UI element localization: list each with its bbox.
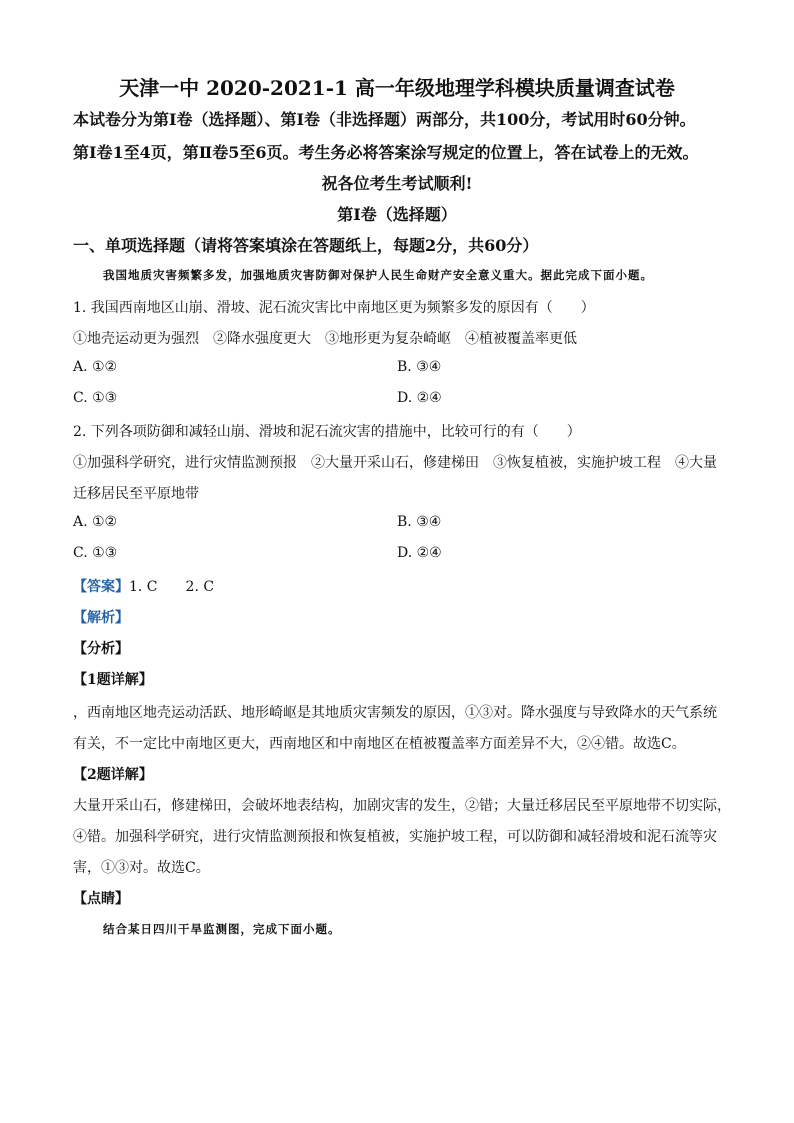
question-1-option-d[interactable]: D. ②④ xyxy=(397,390,442,406)
question-1-options-row-1 xyxy=(73,359,723,375)
detail-2-line-3: 害，①③对。故选C。 xyxy=(73,860,210,876)
question-2-options-row-2 xyxy=(73,545,723,561)
question-2-option-b[interactable]: B. ③④ xyxy=(397,514,442,530)
answer-2: 2. C xyxy=(185,579,215,595)
question-2-options-row-1 xyxy=(73,514,723,530)
good-luck-line: 祝各位考生考试顺利! xyxy=(321,174,473,193)
section-heading: 一、单项选择题（请将答案填涂在答题纸上，每题2分，共60分） xyxy=(73,236,539,255)
next-question-intro: 结合某日四川干旱监测图，完成下面小题。 xyxy=(103,922,341,936)
fenxi-tag: 【分析】 xyxy=(73,641,129,657)
detail-2-tag: 【2题详解】 xyxy=(73,767,153,783)
detail-1-tag: 【1题详解】 xyxy=(73,672,153,688)
question-1-option-c[interactable]: C. ①③ xyxy=(73,390,118,406)
question-1-options-row-2 xyxy=(73,390,723,406)
tip-tag: 【点睛】 xyxy=(73,891,129,907)
question-1-stem: 1. 我国西南地区山崩、滑坡、泥石流灾害比中南地区更为频繁多发的原因有（ ） xyxy=(73,300,595,316)
question-2-option-c[interactable]: C. ①③ xyxy=(73,545,118,561)
answer-tag: 【答案】 xyxy=(73,579,129,595)
exam-note-line-2: 第Ⅰ卷1至4页，第Ⅱ卷5至6页。考生务必将答案涂写规定的位置上，答在试卷上的无效。 xyxy=(73,143,699,162)
detail-1-line-1: ，西南地区地壳运动活跃、地形崎岖是其地质灾害频发的原因，①③对。降水强度与导致降水的天气系统 xyxy=(73,705,717,721)
question-1-option-b[interactable]: B. ③④ xyxy=(397,359,442,375)
section-intro: 我国地质灾害频繁多发，加强地质灾害防御对保护人民生命财产安全意义重大。据此完成下面小题。 xyxy=(103,268,653,282)
volume-title: 第Ⅰ卷（选择题） xyxy=(337,205,457,224)
question-2-items-line-2: 迁移居民至平原地带 xyxy=(73,486,199,502)
question-2-items-line-1: ①加强科学研究，进行灾情监测预报 ②大量开采山石，修建梯田 ③恢复植被，实施护坡工程 ④大量 xyxy=(73,455,717,471)
answer-1: 1. C xyxy=(129,579,158,595)
exam-title: 天津一中 2020-2021-1 高一年级地理学科模块质量调查试卷 xyxy=(119,76,675,100)
detail-1-line-2: 有关，不一定比中南地区更大，西南地区和中南地区在植被覆盖率方面差异不大，②④错。故选C。 xyxy=(73,736,686,752)
question-1-items: ①地壳运动更为强烈 ②降水强度更大 ③地形更为复杂崎岖 ④植被覆盖率更低 xyxy=(73,331,577,347)
question-1-option-a[interactable]: A. ①② xyxy=(73,359,118,375)
detail-2-line-1: 大量开采山石，修建梯田，会破坏地表结构，加剧灾害的发生，②错；大量迁移居民至平原地带不切实际， xyxy=(73,798,731,814)
question-2-stem: 2. 下列各项防御和减轻山崩、滑坡和泥石流灾害的措施中，比较可行的有（ ） xyxy=(73,424,581,440)
detail-2-line-2: ④错。加强科学研究，进行灾情监测预报和恢复植被，实施护坡工程，可以防御和减轻滑坡和泥石流等灾 xyxy=(73,829,717,845)
answer-line xyxy=(73,576,214,596)
question-2-option-a[interactable]: A. ①② xyxy=(73,514,118,530)
analysis-tag: 【解析】 xyxy=(73,610,129,626)
question-2-option-d[interactable]: D. ②④ xyxy=(397,545,442,561)
exam-note-line-1: 本试卷分为第Ⅰ卷（选择题）、第Ⅰ卷（非选择题）两部分，共100分，考试用时60分钟。 xyxy=(73,110,696,129)
